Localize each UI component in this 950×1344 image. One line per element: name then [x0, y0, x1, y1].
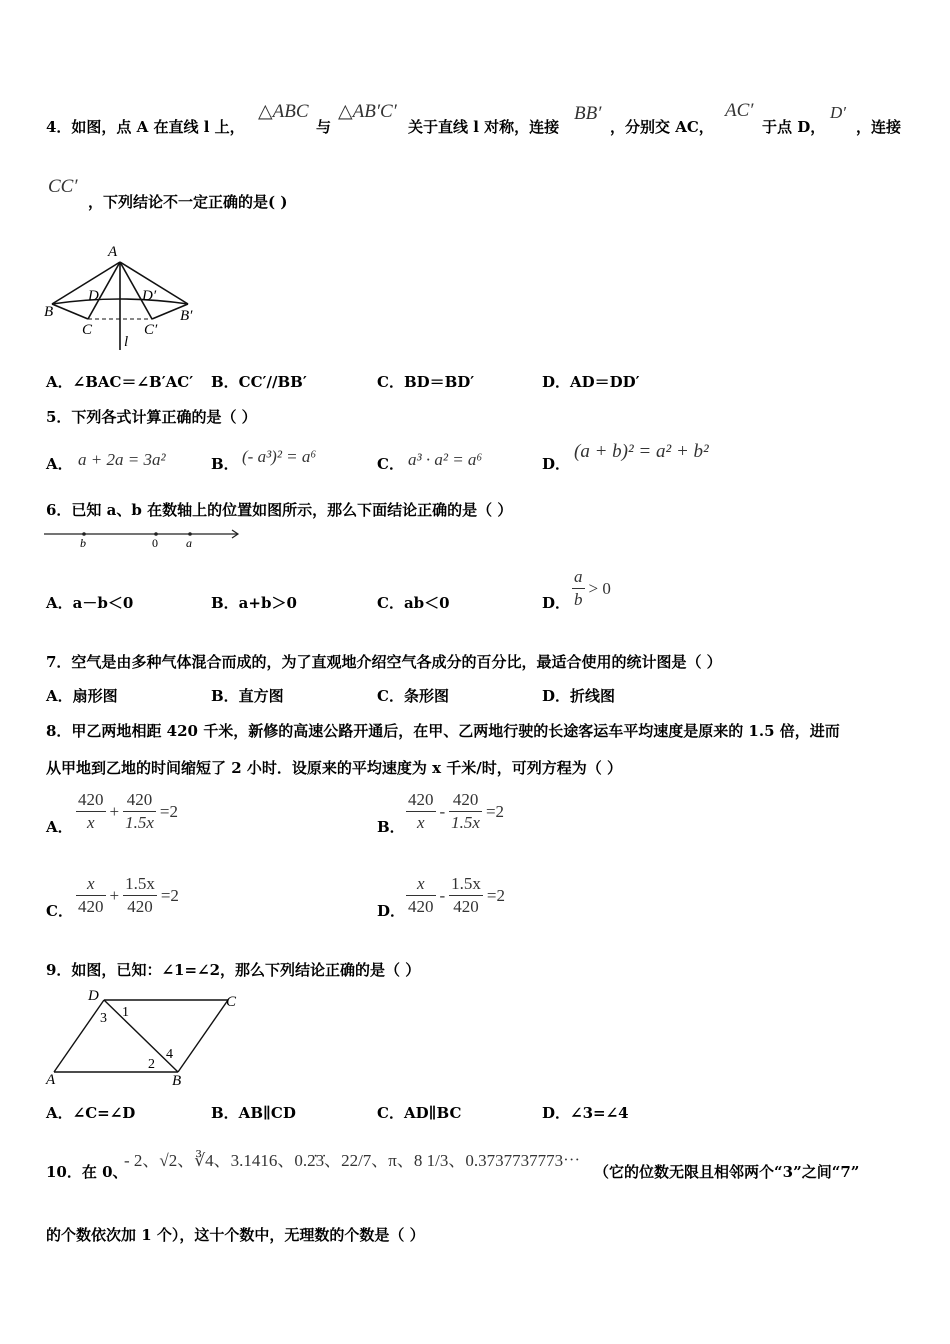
q8-stem-line2: 从甲地到乙地的时间缩短了 2 小时．设原来的平均速度为 x 千米/时，可列方程为（ ）	[46, 759, 622, 777]
q5-label-a: A．	[46, 455, 73, 473]
q4-stem-e: ，连接	[856, 118, 902, 136]
q10-line2: 的个数依次加 1 个），这十个数中，无理数的个数是（ ）	[46, 1226, 425, 1244]
q9-option-b: B．AB∥CD	[211, 1104, 296, 1122]
q7-option-a: A．扇形图	[46, 687, 118, 705]
q7-option-d: D．折线图	[542, 687, 616, 705]
q7-stem: 7．空气是由多种气体混合而成的，为了直观地介绍空气各成分的百分比，最适合使用的统计图是（ ）	[46, 653, 722, 671]
q9-label-b: B	[172, 1073, 182, 1089]
q8-c-den1: 420	[78, 897, 104, 916]
q8-b-num1: 420	[406, 789, 436, 812]
q8-b-den1: x	[416, 813, 425, 832]
q5-option-c: a³ · a² = a⁶	[408, 450, 483, 469]
q4-stem-f: ，下列结论不一定正确的是( )	[88, 193, 288, 211]
q4-option-b: B．CC′//BB′	[211, 373, 307, 391]
q9-label-a: A	[46, 1072, 56, 1088]
q8-d-num2: 1.5x	[449, 873, 483, 896]
q5-label-b: B．	[211, 455, 239, 473]
q8-option-a	[76, 789, 178, 834]
q4-triangle-abc-prime: △AB′C′	[338, 101, 397, 122]
q4-triangle-abc: △ABC	[258, 101, 309, 122]
q4-segment-cc: CC′	[48, 176, 78, 197]
q4-label-l: l	[124, 334, 129, 350]
q9-label-c: C	[226, 994, 237, 1010]
q6-d-denominator: b	[574, 590, 583, 609]
q8-option-d	[406, 873, 505, 918]
q6-axis-b: b	[80, 536, 86, 550]
q9-option-a: A．∠C=∠D	[46, 1104, 136, 1122]
q5-option-a: a + 2a = 3a²	[78, 450, 166, 469]
q4-with: 与	[316, 118, 332, 136]
q8-d-num1: x	[406, 873, 436, 896]
q9-angle-2: 2	[148, 1057, 155, 1072]
q6-stem: 6．已知 a、b 在数轴上的位置如图所示，那么下面结论正确的是（ ）	[46, 501, 513, 519]
q8-a-den2: 1.5x	[125, 813, 154, 832]
q8-b-den2: 1.5x	[451, 813, 480, 832]
q8-d-rhs: =2	[486, 885, 506, 905]
q4-segment-bb: BB′	[574, 103, 602, 124]
q8-a-num2: 420	[123, 789, 156, 812]
q10-suffix: （它的位数无限且相邻两个“3”之间“7”	[594, 1163, 860, 1181]
q4-label-b-prime: B′	[180, 308, 193, 324]
q4-option-a: A．∠BAC＝∠B′AC′	[46, 373, 194, 391]
q9-stem: 9．如图，已知：∠1=∠2，那么下列结论正确的是（ ）	[46, 961, 421, 979]
q10-number-list: - 2、√2、∛4、3.1416、0.2̇3̇、22/7、π、8 1/3、0.3737737773⋯	[124, 1151, 581, 1170]
q9-option-c: C．AD∥BC	[377, 1104, 462, 1122]
q6-axis-a: a	[186, 536, 192, 550]
q5-label-c: C．	[377, 455, 404, 473]
q8-c-num2: 1.5x	[123, 873, 157, 896]
q6-option-b: B．a+b＞0	[211, 594, 297, 612]
q6-d-relation: > 0	[588, 578, 611, 598]
q4-point-d-prime: D′	[830, 103, 846, 122]
q8-c-op: +	[109, 885, 120, 905]
q9-option-d: D．∠3=∠4	[542, 1104, 629, 1122]
q8-d-op: -	[439, 885, 446, 905]
q5-label-d: D．	[542, 455, 571, 473]
q4-label-d: D	[88, 288, 99, 304]
q4-label-b: B	[44, 304, 54, 320]
q8-b-rhs: =2	[485, 801, 505, 821]
q4-stem-c: ，分别交 AC，	[610, 118, 714, 136]
q8-c-rhs: =2	[160, 885, 179, 905]
q7-option-c: C．条形图	[377, 687, 449, 705]
q6-d-numerator: a	[572, 566, 585, 589]
q8-label-d: D．	[377, 902, 406, 920]
q8-stem-line1: 8．甲乙两地相距 420 千米，新修的高速公路开通后，在甲、乙两地行驶的长途客运车平均速度是原来的 1.5 倍，进而	[46, 722, 840, 740]
q4-label-d-prime: D′	[142, 288, 157, 304]
q8-label-b: B．	[377, 818, 405, 836]
q8-a-num1: 420	[76, 789, 106, 812]
q6-option-c: C．ab＜0	[377, 594, 450, 612]
q8-d-den1: 420	[408, 897, 434, 916]
q5-option-d: (a + b)² = a² + b²	[574, 441, 709, 462]
q4-stem-a: 4．如图，点 A 在直线 l 上，	[46, 118, 245, 136]
q6-option-a: A．a－b＜0	[46, 594, 134, 612]
q8-label-a: A．	[46, 818, 73, 836]
q9-label-d: D	[88, 988, 99, 1004]
q4-label-c-prime: C′	[144, 322, 158, 338]
q8-c-num1: x	[76, 873, 106, 896]
q5-option-b: (- a³)² = a⁶	[242, 447, 317, 466]
q9-angle-1: 1	[122, 1005, 129, 1020]
q8-option-b	[406, 789, 504, 834]
q8-label-c: C．	[46, 902, 73, 920]
q4-label-c: C	[82, 322, 93, 338]
q4-figure	[40, 238, 210, 350]
q8-a-rhs: =2	[159, 801, 178, 821]
q6-number-line	[44, 526, 244, 550]
q8-c-den2: 420	[127, 897, 153, 916]
q9-angle-4: 4	[166, 1047, 173, 1062]
q6-option-d	[572, 566, 611, 611]
q8-option-c	[76, 873, 179, 918]
q10-prefix: 10．在 0、	[46, 1163, 128, 1181]
q4-option-d: D．AD＝DD′	[542, 373, 640, 391]
q8-b-num2: 420	[449, 789, 482, 812]
q8-d-den2: 420	[453, 897, 479, 916]
q8-a-den1: x	[86, 813, 95, 832]
q8-b-op: -	[439, 801, 446, 821]
q4-option-c: C．BD＝BD′	[377, 373, 475, 391]
q7-option-b: B．直方图	[211, 687, 284, 705]
q9-figure	[44, 986, 244, 1090]
q6-label-d: D．	[542, 594, 571, 612]
q9-angle-3: 3	[100, 1011, 107, 1026]
q4-stem-d: 于点 D，	[762, 118, 826, 136]
q8-a-op: +	[109, 801, 120, 821]
q4-label-a: A	[108, 244, 118, 260]
q4-stem-b: 关于直线 l 对称，连接	[408, 118, 560, 136]
q5-stem: 5．下列各式计算正确的是（ ）	[46, 408, 257, 426]
q4-segment-ac: AC′	[725, 100, 754, 121]
q6-axis-zero: 0	[152, 536, 158, 550]
